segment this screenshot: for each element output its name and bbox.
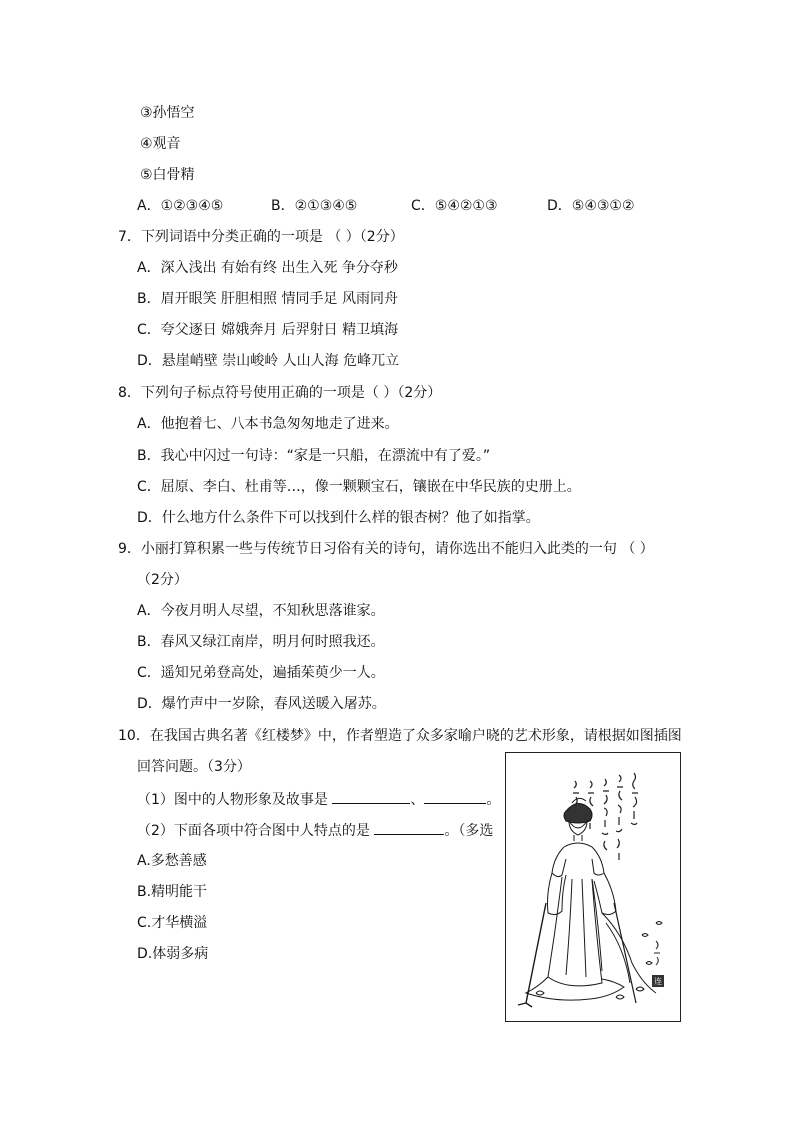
question-9-points: （2分） — [137, 572, 188, 588]
q10-option-c: C.才华横溢 — [137, 915, 208, 931]
q6-option-b: B．②①③④⑤ — [271, 198, 358, 214]
question-10-points: 回答问题。（3分） — [137, 759, 251, 775]
q10-sub-1 — [137, 789, 500, 809]
figure-drawing-icon — [506, 753, 679, 1020]
q10-option-d: D.体弱多病 — [137, 946, 209, 962]
q10-sub-1-sep: 、 — [410, 792, 425, 808]
q8-option-b: B．我心中闪过一句诗：“家是一只船，在漂流中有了爱。” — [137, 448, 491, 464]
question-7: 7．下列词语中分类正确的一项是 （ ）（2分） — [118, 229, 404, 245]
q10-sub-1-end: 。 — [486, 792, 501, 808]
q9-option-b: B．春风又绿江南岸，明月何时照我还。 — [137, 634, 385, 650]
question-8: 8．下列句子标点符号使用正确的一项是（ ）（2分） — [118, 385, 442, 401]
q10-sub-2 — [137, 820, 493, 840]
option-sun-wukong: ③孙悟空 — [140, 105, 195, 121]
q7-option-d: D．悬崖峭壁 崇山峻岭 人山人海 危峰兀立 — [137, 353, 400, 369]
q9-option-d: D．爆竹声中一岁除，春风送暖入屠苏。 — [137, 696, 386, 712]
q10-sub-2-prefix: （2）下面各项中符合图中人特点的是 — [137, 823, 375, 839]
q6-option-c: C．⑤④②①③ — [411, 198, 498, 214]
seal-text: 连 — [654, 977, 662, 986]
q8-option-d: D．什么地方什么条件下可以找到什么样的银杏树？他了如指掌。 — [137, 510, 540, 526]
q7-option-c: C．夸父逐日 嫦娥奔月 后羿射日 精卫填海 — [137, 322, 399, 338]
lady-figure-icon — [518, 798, 662, 1007]
q9-option-c: C．遥知兄弟登高处，遍插茱萸少一人。 — [137, 665, 385, 681]
q10-sub-2-end: 。（多选 — [444, 823, 494, 839]
question-10: 10．在我国古典名著《红楼梦》中，作者塑造了众多家喻户晓的艺术形象，请根据如图插图 — [118, 728, 682, 744]
q10-blank-3[interactable] — [374, 820, 444, 835]
q7-option-b: B．眉开眼笑 肝胆相照 情同手足 风雨同舟 — [137, 291, 398, 307]
q6-option-a: A．①②③④⑤ — [137, 198, 224, 214]
q8-option-c: C．屈原、李白、杜甫等…，像一颗颗宝石，镶嵌在中华民族的史册上。 — [137, 479, 581, 495]
q6-options — [137, 197, 635, 215]
q10-blank-1[interactable] — [332, 789, 410, 804]
signature-icon — [654, 941, 660, 965]
q8-option-a: A．他抱着七、八本书急匆匆地走了进来。 — [137, 416, 399, 432]
q10-blank-2[interactable] — [424, 789, 486, 804]
q7-option-a: A．深入浅出 有始有终 出生入死 争分夺秒 — [137, 260, 398, 276]
q10-sub-1-prefix: （1）图中的人物形象及故事是 — [137, 792, 333, 808]
q6-option-d: D．⑤④③①② — [547, 198, 635, 214]
option-guanyin: ④观音 — [140, 136, 181, 152]
q10-option-a: A.多愁善感 — [137, 853, 207, 869]
q9-option-a: A．今夜月明人尽望，不知秋思落谁家。 — [137, 603, 385, 619]
option-baigujing: ⑤白骨精 — [140, 167, 195, 183]
lin-daiyu-illustration — [505, 752, 681, 1022]
question-9: 9．小丽打算积累一些与传统节日习俗有关的诗句，请你选出不能归入此类的一句 （ ） — [118, 541, 654, 557]
q10-option-b: B.精明能干 — [137, 884, 208, 900]
